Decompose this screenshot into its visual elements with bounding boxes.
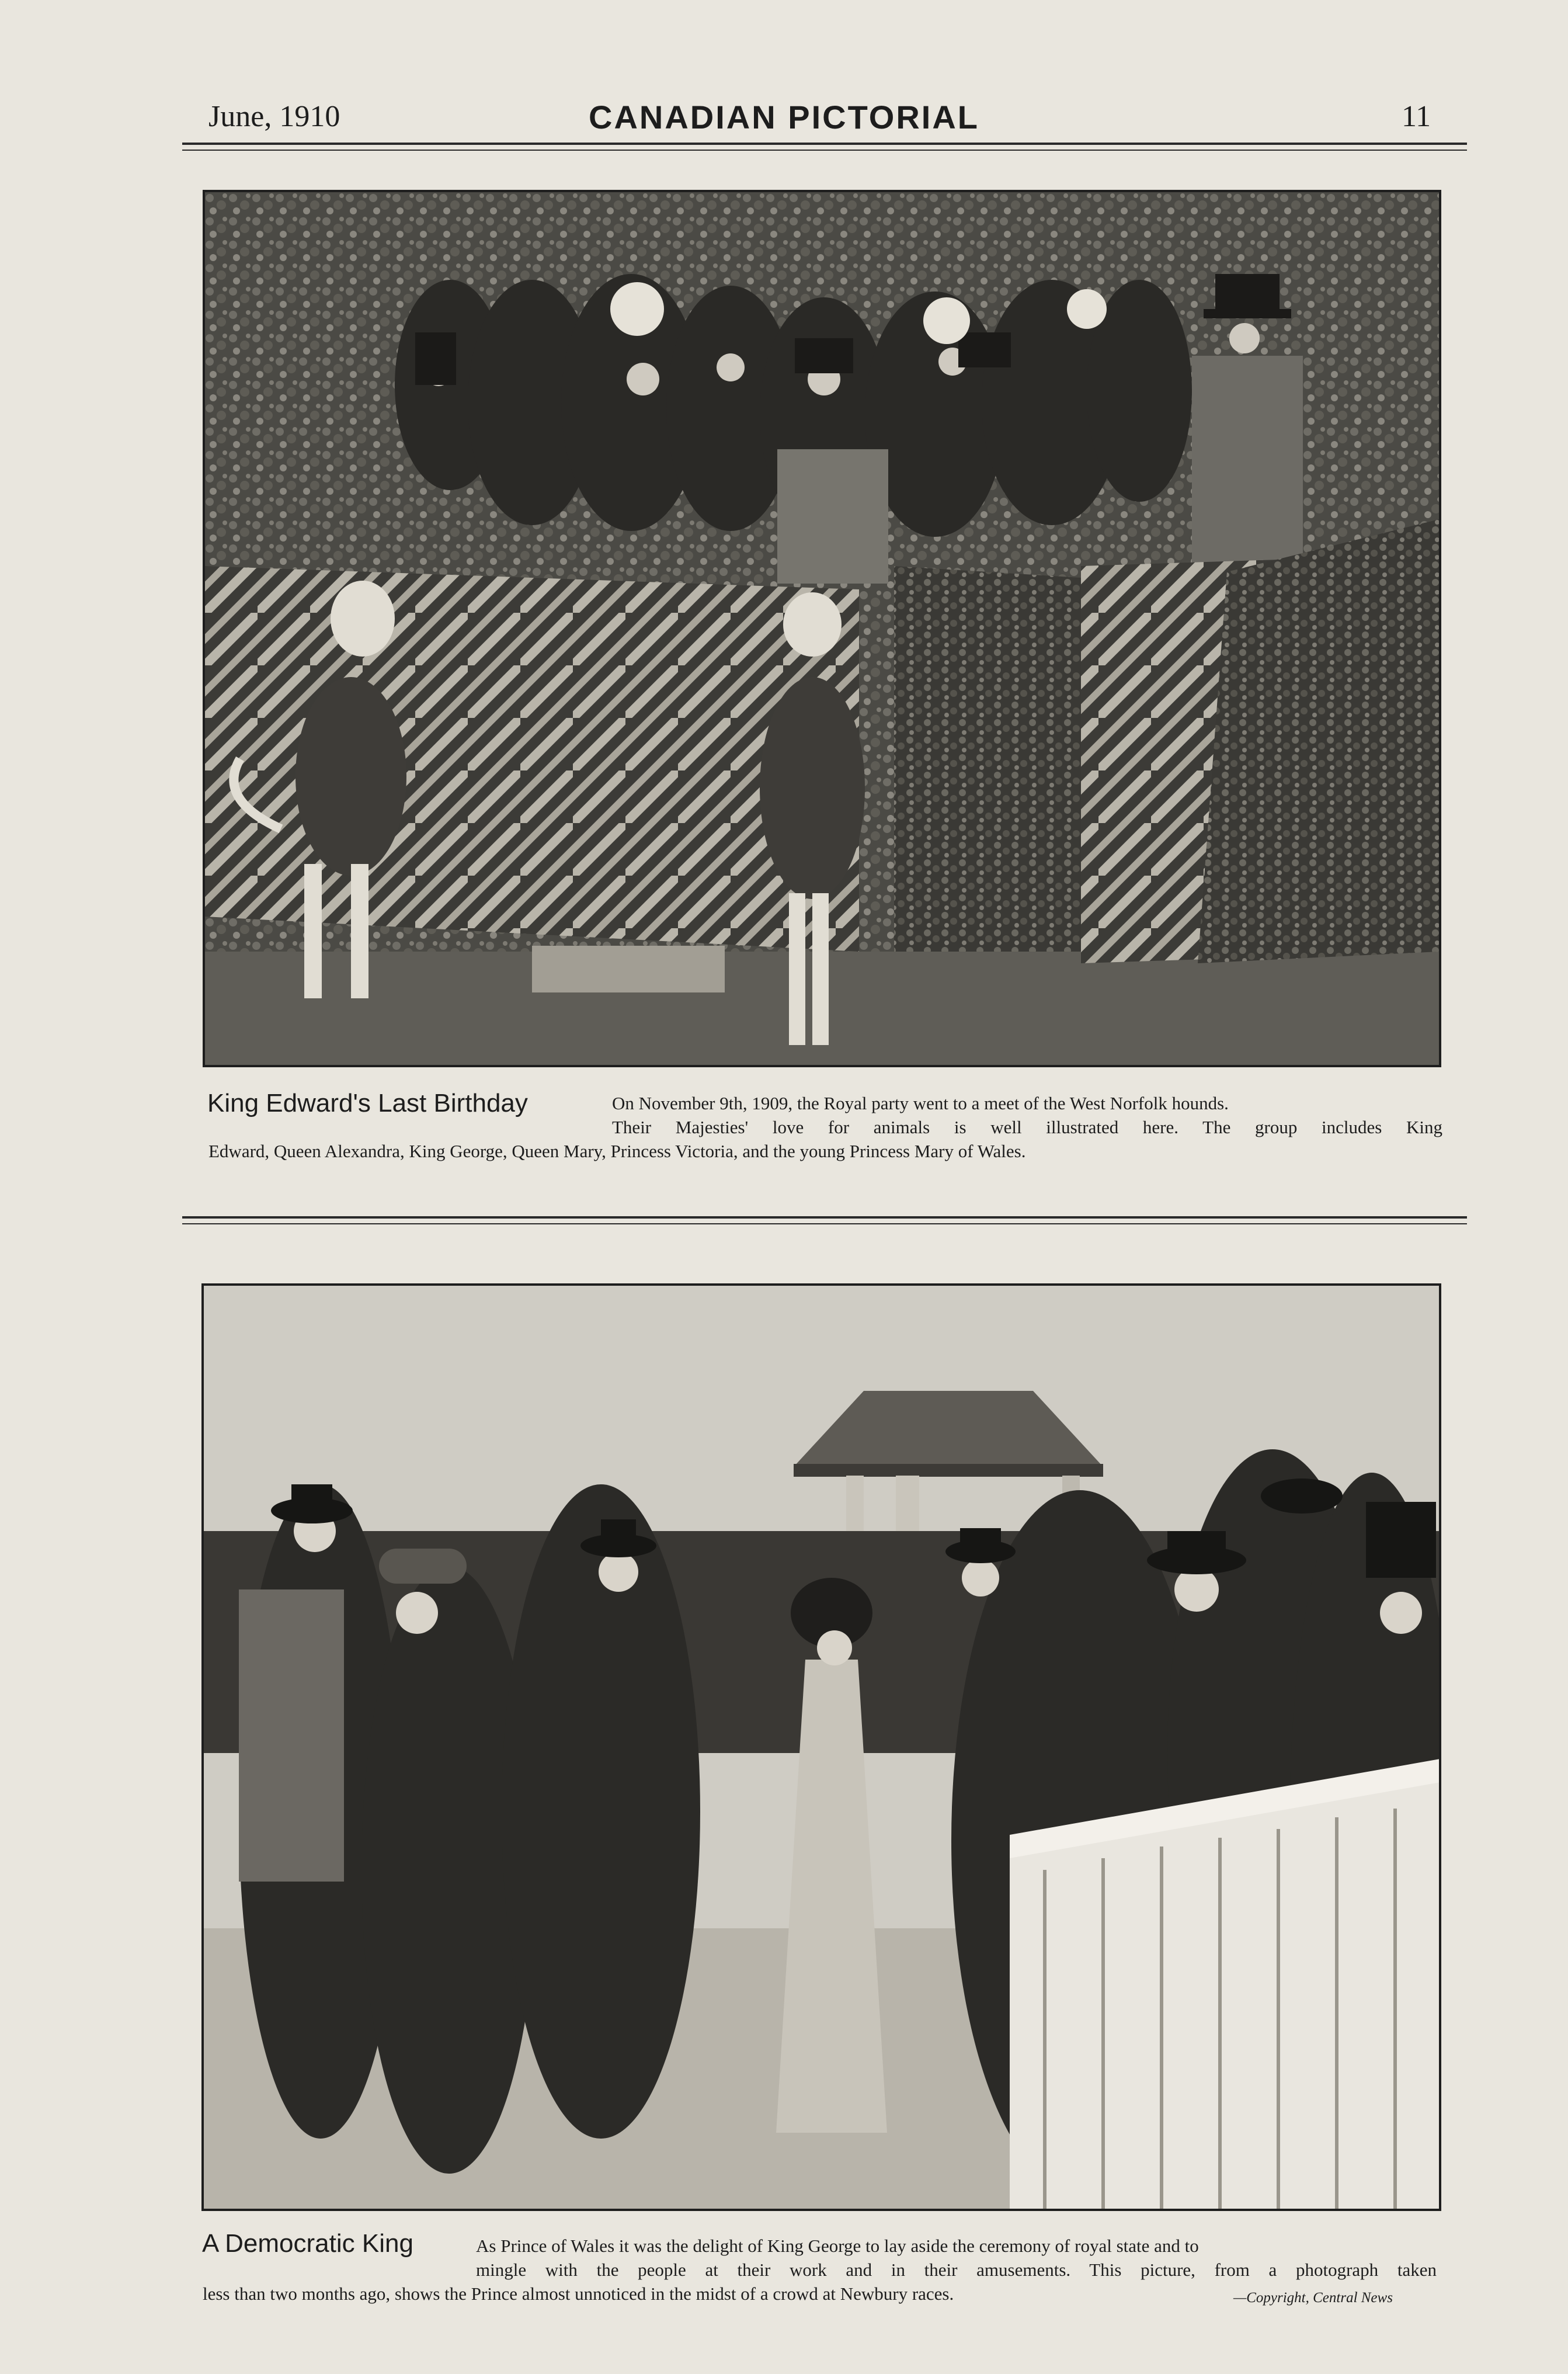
caption-title: King Edward's Last Birthday <box>207 1089 528 1117</box>
publication-title: CANADIAN PICTORIAL <box>589 99 979 136</box>
photo-royal-party-hounds <box>203 190 1441 1067</box>
caption-text-line: As Prince of Wales it was the delight of King George to lay aside the ceremony of royal state and to <box>476 2236 1199 2256</box>
caption-text-line: mingle with the people at their work and in their amusements. This picture, from a photograph taken <box>476 2260 1437 2280</box>
header-date: June, 1910 <box>208 100 340 133</box>
header-rule-thin <box>182 150 1467 151</box>
caption-text-line: less than two months ago, shows the Prince almost unnoticed in the midst of a crowd at Newbury races. <box>203 2283 954 2304</box>
section-divider-thin <box>182 1223 1467 1224</box>
header-rule <box>182 143 1467 145</box>
section-divider <box>182 1216 1467 1219</box>
photo-newbury-races <box>201 1283 1441 2211</box>
caption-text-line: On November 9th, 1909, the Royal party went to a meet of the West Norfolk hounds. <box>612 1093 1229 1113</box>
caption-title: A Democratic King <box>202 2229 413 2258</box>
caption-text-line: Edward, Queen Alexandra, King George, Queen Mary, Princess Victoria, and the young Princess Mary of Wales. <box>208 1141 1026 1161</box>
caption-text-line: Their Majesties' love for animals is well illustrated here. The group includes King <box>612 1117 1442 1137</box>
page-number: 11 <box>1402 100 1431 133</box>
photo-credit: —Copyright, Central News <box>1233 2290 1393 2306</box>
